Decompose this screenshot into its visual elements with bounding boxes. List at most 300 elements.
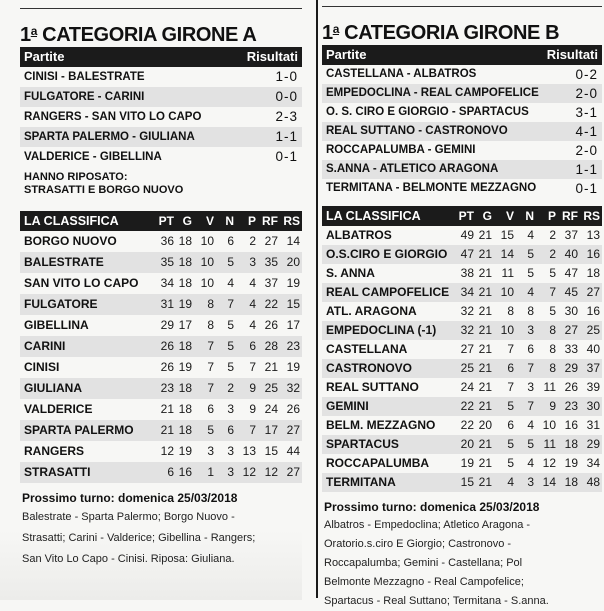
- stat-cell: 2: [549, 247, 556, 261]
- stat-cell: 26: [160, 360, 174, 374]
- stat-cell: 32: [460, 304, 474, 318]
- match-teams: TERMITANA - BELMONTE MEZZAGNO: [326, 182, 537, 194]
- stat-cell: 23: [286, 339, 300, 353]
- team-name: BALESTRATE: [24, 255, 104, 269]
- stat-cell: 1: [207, 465, 214, 479]
- girone-b-results-header: [322, 45, 602, 65]
- team-name: BORGO NUOVO: [24, 234, 117, 248]
- stat-cell: 19: [286, 276, 300, 290]
- match-teams: ROCCAPALUMBA - GEMINI: [326, 144, 476, 156]
- stat-cell: 23: [160, 381, 174, 395]
- next-round-line: Balestrate - Sparta Palermo; Borgo Nuovo -: [22, 511, 235, 523]
- stat-cell: 21: [160, 423, 174, 437]
- stat-cell: 9: [249, 381, 256, 395]
- stat-cell: 18: [178, 381, 192, 395]
- next-round-line: Oratorio.s.ciro E Giorgio; Castronovo -: [324, 538, 512, 550]
- stat-cell: 5: [527, 437, 534, 451]
- match-teams: S.ANNA - ATLETICO ARAGONA: [326, 163, 499, 175]
- stat-cell: 23: [564, 399, 578, 413]
- match-teams: SPARTA PALERMO - GIULIANA: [24, 131, 195, 143]
- team-name: SAN VITO LO CAPO: [24, 276, 139, 290]
- stat-cell: 6: [227, 234, 234, 248]
- match-row: [322, 160, 602, 179]
- standings-row: [20, 462, 302, 483]
- stat-cell: 34: [460, 285, 474, 299]
- standings-row: [322, 378, 602, 397]
- girone-b-next-round-text: [322, 516, 602, 611]
- stat-cell: 4: [507, 475, 514, 489]
- stat-cell: 6: [167, 465, 174, 479]
- stat-cell: 21: [478, 475, 492, 489]
- risultati-label: Risultati: [546, 47, 598, 62]
- girone-a-title: 1$^a$ CATEGORIA GIRONE A: [20, 24, 257, 46]
- stat-cell: 17: [264, 423, 278, 437]
- stat-cell: 8: [527, 304, 534, 318]
- stat-cell: 20: [286, 255, 300, 269]
- next-round-line: Strasatti; Carini - Valderice; Gibellina - Rangers;: [22, 532, 256, 544]
- match-score: 0-1: [575, 181, 598, 196]
- stat-cell: 5: [507, 456, 514, 470]
- next-round-line: Albatros - Empedoclina; Atletico Aragona -: [324, 519, 531, 531]
- stat-cell: 19: [286, 360, 300, 374]
- stat-cell: 38: [460, 266, 474, 280]
- stat-cell: 25: [264, 381, 278, 395]
- stat-cell: 15: [500, 228, 514, 242]
- stat-cell: 3: [207, 444, 214, 458]
- next-round-line: Spartacus - Real Suttano; Termitana - S.anna.: [324, 595, 549, 607]
- stat-cell: 4: [527, 228, 534, 242]
- stat-cell: 4: [249, 318, 256, 332]
- team-name: REAL SUTTANO: [326, 380, 419, 394]
- stat-cell: 28: [264, 339, 278, 353]
- stat-cell: 10: [500, 323, 514, 337]
- stat-cell: 20: [460, 437, 474, 451]
- stat-cell: 18: [564, 475, 578, 489]
- stat-cell: 27: [264, 234, 278, 248]
- girone-a-next-round-title: Prossimo turno: domenica 25/03/2018: [22, 491, 238, 505]
- stat-cell: 7: [507, 342, 514, 356]
- stat-cell: 25: [460, 361, 474, 375]
- standings-row: [322, 435, 602, 454]
- stat-cell: 37: [264, 276, 278, 290]
- stat-cell: 27: [286, 465, 300, 479]
- match-row: [20, 127, 302, 147]
- team-name: EMPEDOCLINA (-1): [326, 323, 437, 337]
- stat-cell: 24: [460, 380, 474, 394]
- stat-cell: 37: [564, 228, 578, 242]
- team-name: TERMITANA: [326, 475, 396, 489]
- stat-cell: 27: [460, 342, 474, 356]
- stat-cell: 8: [549, 323, 556, 337]
- stat-cell: 21: [478, 247, 492, 261]
- stat-cell: 16: [586, 304, 600, 318]
- stat-cell: 8: [507, 304, 514, 318]
- stat-cell: 12: [264, 465, 278, 479]
- standings-row: [20, 294, 302, 315]
- girone-b-next-round-title: Prossimo turno: domenica 25/03/2018: [324, 500, 540, 514]
- team-name: FULGATORE: [24, 297, 98, 311]
- match-row: [20, 87, 302, 107]
- standings-row: [322, 397, 602, 416]
- stat-cell: 27: [586, 285, 600, 299]
- stat-cell: 5: [227, 255, 234, 269]
- match-score: 2-3: [275, 109, 298, 124]
- stat-cell: 18: [178, 423, 192, 437]
- match-row: [322, 84, 602, 103]
- stat-cell: 26: [564, 380, 578, 394]
- stat-cell: 12: [242, 465, 256, 479]
- standings-row: [322, 283, 602, 302]
- stat-cell: 6: [249, 339, 256, 353]
- stat-cell: 47: [564, 266, 578, 280]
- stat-cell: 30: [586, 399, 600, 413]
- team-name: GIBELLINA: [24, 318, 89, 332]
- stat-cell: 3: [227, 465, 234, 479]
- match-row: [322, 122, 602, 141]
- classifica-label: LA CLASSIFICA: [326, 209, 421, 223]
- stat-cell: 7: [207, 381, 214, 395]
- stat-cell: 44: [286, 444, 300, 458]
- match-score: 1-1: [575, 162, 598, 177]
- stat-cell: 21: [478, 228, 492, 242]
- stat-cell: 21: [478, 285, 492, 299]
- stat-cell: 30: [564, 304, 578, 318]
- stat-cell: 15: [264, 444, 278, 458]
- team-name: SPARTACUS: [326, 437, 399, 451]
- stat-cell: 6: [227, 423, 234, 437]
- standings-row: [20, 378, 302, 399]
- stat-cell: 5: [549, 266, 556, 280]
- standings-row: [322, 359, 602, 378]
- match-teams: FULGATORE - CARINI: [24, 91, 145, 103]
- column-header: RF: [562, 209, 578, 223]
- team-name: S. ANNA: [326, 266, 375, 280]
- stat-cell: 6: [527, 342, 534, 356]
- stat-cell: 21: [478, 380, 492, 394]
- match-score: 0-0: [275, 89, 298, 104]
- column-header: RF: [262, 214, 278, 228]
- column-header: RS: [583, 209, 600, 223]
- stat-cell: 17: [286, 318, 300, 332]
- match-score: 2-0: [575, 86, 598, 101]
- stat-cell: 12: [542, 456, 556, 470]
- stat-cell: 19: [178, 360, 192, 374]
- stat-cell: 19: [178, 444, 192, 458]
- match-score: 4-1: [575, 124, 598, 139]
- stat-cell: 39: [586, 380, 600, 394]
- stat-cell: 8: [207, 318, 214, 332]
- stat-cell: 4: [527, 285, 534, 299]
- girone-b-title: 1$^a$ CATEGORIA GIRONE B: [322, 22, 560, 44]
- team-name: RANGERS: [24, 444, 85, 458]
- stat-cell: 47: [460, 247, 474, 261]
- match-row: [322, 141, 602, 160]
- stat-cell: 40: [564, 247, 578, 261]
- stat-cell: 13: [242, 444, 256, 458]
- stat-cell: 29: [564, 361, 578, 375]
- stat-cell: 5: [227, 339, 234, 353]
- stat-cell: 26: [286, 402, 300, 416]
- stat-cell: 7: [249, 423, 256, 437]
- stat-cell: 45: [564, 285, 578, 299]
- stat-cell: 5: [527, 247, 534, 261]
- column-header: V: [205, 214, 214, 228]
- match-row: [20, 67, 302, 87]
- stat-cell: 2: [549, 228, 556, 242]
- stat-cell: 7: [549, 285, 556, 299]
- stat-cell: 15: [286, 297, 300, 311]
- stat-cell: 5: [549, 304, 556, 318]
- team-name: VALDERICE: [24, 402, 93, 416]
- column-header: PT: [158, 214, 174, 228]
- stat-cell: 6: [207, 402, 214, 416]
- standings-row: [322, 302, 602, 321]
- team-name: GIULIANA: [24, 381, 82, 395]
- standings-row: [20, 231, 302, 252]
- stat-cell: 25: [586, 323, 600, 337]
- next-round-line: San Vito Lo Capo - Cinisi. Riposa: Giuliana.: [22, 553, 235, 565]
- standings-row: [20, 273, 302, 294]
- stat-cell: 9: [249, 402, 256, 416]
- stat-cell: 3: [227, 402, 234, 416]
- stat-cell: 19: [178, 297, 192, 311]
- stat-cell: 21: [160, 402, 174, 416]
- standings-row: [20, 357, 302, 378]
- standings-header: [322, 206, 602, 226]
- column-header: RS: [283, 214, 300, 228]
- stat-cell: 21: [478, 323, 492, 337]
- stat-cell: 24: [264, 402, 278, 416]
- stat-cell: 27: [564, 323, 578, 337]
- stat-cell: 33: [564, 342, 578, 356]
- stat-cell: 13: [586, 228, 600, 242]
- stat-cell: 21: [478, 266, 492, 280]
- column-header: G: [482, 209, 492, 223]
- stat-cell: 6: [507, 361, 514, 375]
- standings-row: [20, 399, 302, 420]
- match-row: [322, 179, 602, 198]
- stat-cell: 7: [207, 360, 214, 374]
- stat-cell: 11: [543, 380, 556, 394]
- match-row: [322, 103, 602, 122]
- team-name: ALBATROS: [326, 228, 392, 242]
- stat-cell: 21: [478, 361, 492, 375]
- stat-cell: 5: [507, 399, 514, 413]
- stat-cell: 20: [478, 418, 492, 432]
- standings-row: [322, 473, 602, 492]
- stat-cell: 26: [264, 318, 278, 332]
- standings-header: [20, 211, 302, 231]
- stat-cell: 18: [564, 437, 578, 451]
- stat-cell: 34: [586, 456, 600, 470]
- stat-cell: 8: [207, 297, 214, 311]
- standings-row: [322, 340, 602, 359]
- stat-cell: 49: [460, 228, 474, 242]
- stat-cell: 19: [564, 456, 578, 470]
- stat-cell: 5: [227, 318, 234, 332]
- stat-cell: 35: [160, 255, 174, 269]
- stat-cell: 5: [527, 266, 534, 280]
- stat-cell: 35: [264, 255, 278, 269]
- stat-cell: 26: [160, 339, 174, 353]
- stat-cell: 4: [249, 276, 256, 290]
- match-teams: RANGERS - SAN VITO LO CAPO: [24, 111, 202, 123]
- column-header: P: [247, 214, 256, 228]
- standings-row: [20, 315, 302, 336]
- team-name: STRASATTI: [24, 465, 91, 479]
- stat-cell: 4: [227, 276, 234, 290]
- stat-cell: 2: [227, 381, 234, 395]
- girone-b-standings: [322, 206, 602, 492]
- girone-a-standings: [20, 211, 302, 483]
- stat-cell: 11: [501, 266, 514, 280]
- standings-row: [20, 441, 302, 462]
- stat-cell: 3: [227, 444, 234, 458]
- column-header: N: [225, 214, 234, 228]
- next-round-line: Roccapalumba; Gemini - Castellana; Pol: [324, 557, 523, 569]
- stat-cell: 5: [207, 423, 214, 437]
- stat-cell: 14: [542, 475, 556, 489]
- stat-cell: 14: [286, 234, 300, 248]
- girone-b-column: [322, 0, 602, 611]
- team-name: BELM. MEZZAGNO: [326, 418, 436, 432]
- stat-cell: 3: [527, 323, 534, 337]
- column-header: V: [505, 209, 514, 223]
- stat-cell: 48: [586, 475, 600, 489]
- match-teams: VALDERICE - GIBELLINA: [24, 151, 162, 163]
- match-teams: EMPEDOCLINA - REAL CAMPOFELICE: [326, 87, 539, 99]
- match-row: [20, 147, 302, 167]
- column-header: G: [182, 214, 192, 228]
- stat-cell: 21: [478, 399, 492, 413]
- stat-cell: 8: [549, 361, 556, 375]
- stat-cell: 18: [178, 402, 192, 416]
- stat-cell: 10: [542, 418, 556, 432]
- standings-row: [322, 264, 602, 283]
- standings-row: [20, 336, 302, 357]
- stat-cell: 22: [460, 418, 474, 432]
- column-header: N: [525, 209, 534, 223]
- team-name: CARINI: [24, 339, 66, 353]
- stat-cell: 21: [478, 456, 492, 470]
- stat-cell: 2: [249, 234, 256, 248]
- stat-cell: 3: [527, 380, 534, 394]
- stat-cell: 6: [507, 418, 514, 432]
- match-row: [322, 65, 602, 84]
- girone-a-rest-note: HANNO RIPOSATO: STRASATTI E BORGO NUOVO: [24, 171, 184, 196]
- stat-cell: 10: [200, 276, 214, 290]
- stat-cell: 19: [460, 456, 474, 470]
- match-teams: CINISI - BALESTRATE: [24, 71, 145, 83]
- standings-row: [322, 321, 602, 340]
- match-score: 3-1: [575, 105, 598, 120]
- stat-cell: 7: [527, 399, 534, 413]
- stat-cell: 7: [249, 360, 256, 374]
- stat-cell: 11: [543, 437, 556, 451]
- girone-b-matches: [322, 65, 602, 198]
- stat-cell: 32: [460, 323, 474, 337]
- stat-cell: 29: [160, 318, 174, 332]
- stat-cell: 7: [227, 297, 234, 311]
- stat-cell: 31: [586, 418, 600, 432]
- team-name: ROCCAPALUMBA: [326, 456, 430, 470]
- match-row: [20, 107, 302, 127]
- stat-cell: 29: [586, 437, 600, 451]
- stat-cell: 18: [178, 234, 192, 248]
- stat-cell: 32: [286, 381, 300, 395]
- standings-row: [322, 226, 602, 245]
- risultati-label: Risultati: [246, 49, 298, 64]
- stat-cell: 40: [586, 342, 600, 356]
- stat-cell: 14: [500, 247, 514, 261]
- stat-cell: 16: [564, 418, 578, 432]
- match-score: 0-2: [575, 67, 598, 82]
- stat-cell: 4: [527, 418, 534, 432]
- stat-cell: 21: [478, 437, 492, 451]
- standings-row: [322, 454, 602, 473]
- partite-label: Partite: [24, 49, 65, 64]
- stat-cell: 37: [586, 361, 600, 375]
- team-name: GEMINI: [326, 399, 369, 413]
- team-name: O.S.CIRO E GIORGIO: [326, 247, 448, 261]
- stat-cell: 36: [160, 234, 174, 248]
- stat-cell: 15: [460, 475, 474, 489]
- stat-cell: 34: [160, 276, 174, 290]
- stat-cell: 18: [586, 266, 600, 280]
- stat-cell: 3: [527, 475, 534, 489]
- next-round-line: Belmonte Mezzagno - Real Campofelice;: [324, 576, 524, 588]
- girone-a-column: [20, 0, 302, 570]
- stat-cell: 17: [178, 318, 192, 332]
- stat-cell: 9: [549, 399, 556, 413]
- standings-row: [322, 245, 602, 264]
- match-teams: REAL SUTTANO - CASTRONOVO: [326, 125, 508, 137]
- stat-cell: 4: [527, 456, 534, 470]
- stat-cell: 22: [264, 297, 278, 311]
- stat-cell: 7: [527, 361, 534, 375]
- column-header: PT: [458, 209, 474, 223]
- match-teams: O. S. CIRO E GIORGIO - SPARTACUS: [326, 106, 529, 118]
- stat-cell: 16: [586, 247, 600, 261]
- match-teams: CASTELLANA - ALBATROS: [326, 68, 477, 80]
- stat-cell: 7: [507, 380, 514, 394]
- stat-cell: 3: [249, 255, 256, 269]
- match-score: 1-1: [275, 129, 298, 144]
- stat-cell: 7: [207, 339, 214, 353]
- stat-cell: 22: [460, 399, 474, 413]
- partite-label: Partite: [326, 47, 367, 62]
- stat-cell: 21: [478, 342, 492, 356]
- girone-a-matches: [20, 67, 302, 167]
- team-name: CASTRONOVO: [326, 361, 413, 375]
- match-score: 1-0: [275, 69, 298, 84]
- team-name: CASTELLANA: [326, 342, 408, 356]
- match-score: 2-0: [575, 143, 598, 158]
- team-name: CINISI: [24, 360, 60, 374]
- team-name: SPARTA PALERMO: [24, 423, 134, 437]
- classifica-label: LA CLASSIFICA: [24, 214, 119, 228]
- standings-row: [20, 252, 302, 273]
- stat-cell: 18: [178, 339, 192, 353]
- stat-cell: 10: [200, 255, 214, 269]
- column-header: P: [547, 209, 556, 223]
- standings-row: [20, 420, 302, 441]
- stat-cell: 18: [178, 276, 192, 290]
- stat-cell: 8: [549, 342, 556, 356]
- stat-cell: 4: [249, 297, 256, 311]
- girone-a-next-round-text: [20, 507, 302, 570]
- stat-cell: 12: [160, 444, 174, 458]
